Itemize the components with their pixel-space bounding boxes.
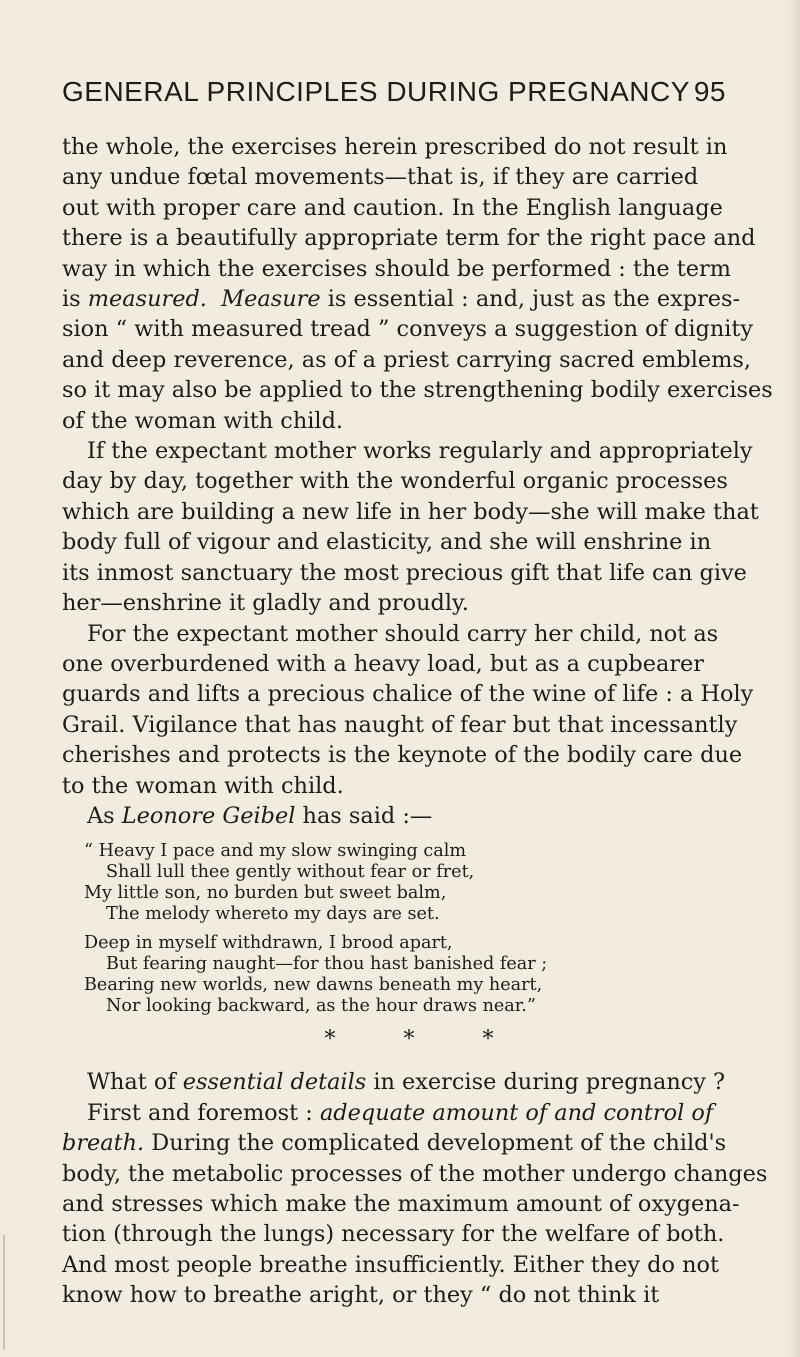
poem-line: But fearing naught—for thou hast banished fear ;	[106, 954, 548, 975]
poem	[84, 841, 726, 1017]
text-line: day by day, together with the wonderful organic processes	[62, 468, 728, 495]
text-line: Grail. Vigilance that has naught of fear but that incessantly	[62, 711, 738, 738]
text-line: the whole, the exercises herein prescribed do not result in	[62, 134, 728, 160]
poem-line: Nor looking backward, as the hour draws near.”	[106, 996, 536, 1017]
emphasis: adequate amount of and control of	[319, 1099, 714, 1126]
poem-line: Bearing new worlds, new dawns beneath my heart,	[84, 975, 543, 996]
text-line: so it may also be applied to the strengthening bodily exercises	[62, 377, 773, 404]
text-line: First and foremost : adequate amount of and control of	[62, 1098, 726, 1128]
asterisk: *	[482, 1027, 494, 1053]
binding-mark	[3, 1235, 5, 1350]
text-line: cherishes and protects is the keynote of the bodily care due	[62, 742, 743, 769]
text-line: and stresses which make the maximum amount of oxygena-	[62, 1190, 740, 1217]
text-line: out with proper care and caution. In the English language	[62, 194, 723, 221]
text-line: sion “ with measured tread ” conveys a suggestion of dignity	[62, 316, 754, 343]
body-text-2	[62, 1067, 768, 1310]
quote-intro: As Leonore Geibel has said :—	[62, 801, 726, 831]
stanza-break	[84, 925, 726, 933]
text-line: guards and lifts a precious chalice of the wine of life : a Holy	[62, 681, 754, 708]
text-line: which are building a new life in her body—she will make that	[62, 498, 759, 525]
body-text	[62, 132, 773, 831]
text-line: tion (through the lungs) necessary for the welfare of both.	[62, 1221, 725, 1248]
text-line: know how to breathe aright, or they “ do not think it	[62, 1282, 660, 1309]
text-line: to the woman with child.	[62, 772, 344, 799]
text-line: way in which the exercises should be performed : the term	[62, 255, 731, 282]
emphasis: Measure	[221, 286, 321, 313]
text-line: breath. During the complicated development of the child's	[62, 1128, 726, 1158]
text-line: and deep reverence, as of a priest carrying sacred emblems,	[62, 346, 751, 373]
asterisk: *	[324, 1027, 336, 1053]
asterisk: *	[403, 1027, 415, 1053]
page-edge-shadow	[786, 0, 800, 1357]
text-line: is measured. Measure is essential : and, just as the expres-	[62, 284, 726, 314]
emphasis: essential details	[182, 1069, 367, 1096]
text-line: of the woman with child.	[62, 407, 344, 434]
text-line: body, the metabolic processes of the mother undergo changes	[62, 1160, 768, 1187]
running-title: GENERAL PRINCIPLES DURING PREGNANCY	[62, 76, 690, 107]
text-line: body full of vigour and elasticity, and she will enshrine in	[62, 529, 712, 556]
page-number: 95	[693, 76, 726, 107]
text-line: And most people breathe insufficiently. Either they do not	[62, 1251, 719, 1278]
text-line: If the expectant mother works regularly and appropriately	[87, 438, 753, 465]
poem-line: My little son, no burden but sweet balm,	[84, 883, 447, 904]
emphasis: measured.	[87, 286, 207, 313]
poem-line: Deep in myself withdrawn, I brood apart,	[84, 933, 453, 954]
section-separator	[92, 1029, 726, 1051]
poem-line: “ Heavy I pace and my slow swinging calm	[84, 841, 467, 862]
text-line: any undue fœtal movements—that is, if they are carried	[62, 164, 699, 191]
text-line: For the expectant mother should carry her child, not as	[87, 620, 719, 647]
text-line: one overburdened with a heavy load, but as a cupbearer	[62, 650, 705, 677]
book-page	[62, 76, 773, 1311]
text-line: its inmost sanctuary the most precious gift that life can give	[62, 559, 747, 586]
poem-line: Shall lull thee gently without fear or fret,	[106, 862, 475, 883]
text-line: her—enshrine it gladly and proudly.	[62, 590, 469, 617]
emphasis: breath.	[62, 1130, 145, 1157]
poem-line: The melody whereto my days are set.	[106, 904, 440, 925]
author-name: Leonore Geibel	[121, 802, 296, 829]
text-line: What of essential details in exercise during pregnancy ?	[62, 1067, 726, 1097]
text-line: there is a beautifully appropriate term for the right pace and	[62, 225, 756, 252]
running-header	[62, 76, 726, 116]
